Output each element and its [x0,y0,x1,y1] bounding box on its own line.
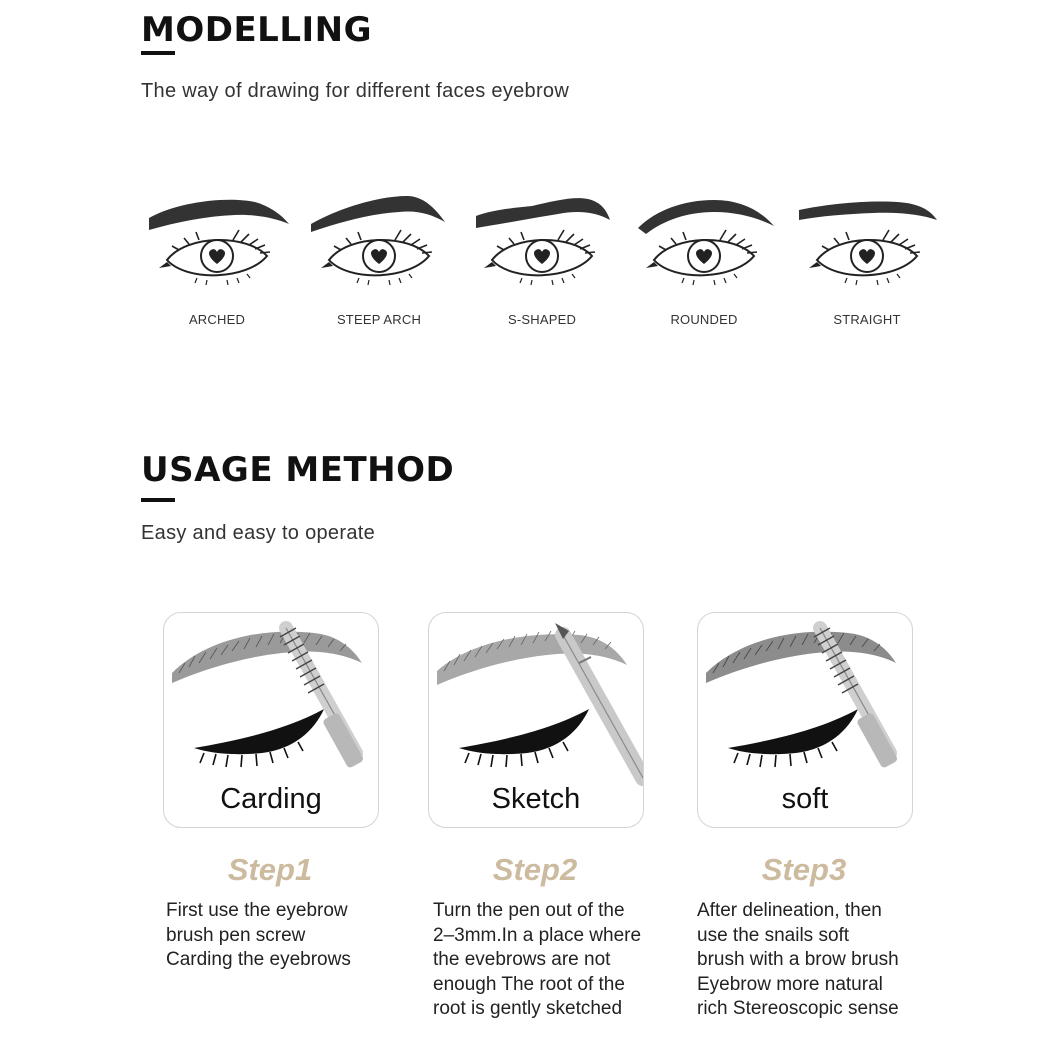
step3-card-label: soft [781,783,829,815]
closed-eye-liner [728,709,858,754]
eyebrow-path [799,201,937,220]
eyebrow-shape-label: ARCHED [188,312,246,327]
eyebrow-shape-label: ROUNDED [670,312,738,327]
eyebrow-shape [437,634,627,685]
eyebrow-path [476,198,610,228]
straight-eyebrow-eye-icon [787,188,947,293]
step3-description: After delineation, then use the snails soft brush with a brow brush Eyebrow more natural rich Stereoscopic sense [697,900,899,1019]
closed-eye-liner [194,709,324,754]
eyebrow-shape-3 [462,188,622,328]
step2-description: Turn the pen out of the 2–3mm.In a place where the evebrows are not enough The root of the root is gently sketched [433,900,642,1019]
eyebrow-shape-label: S-SHAPED [507,312,577,327]
modelling-title: MODELLING [141,10,373,50]
s-shaped-eyebrow-eye-icon [462,188,622,293]
step1-description: First use the eyebrow brush pen screw Carding the eyebrows [166,900,351,970]
eyebrow-shape-label: STEEP ARCH [336,312,422,327]
eyebrow-path [149,200,289,230]
eyebrow-path [311,196,445,232]
eyebrow-shape-label: STRAIGHT [833,312,901,327]
usage-method-title: USAGE METHOD [141,450,455,490]
eyebrow-shape-1 [137,188,297,328]
usage-method-subtitle: Easy and easy to operate [141,522,376,544]
step3-heading: Step3 [761,852,847,887]
eyebrow-path [638,200,774,234]
modelling-title-underline [141,51,175,55]
usage-method-title-underline [141,498,175,502]
step3-card [697,612,913,828]
rounded-eyebrow-eye-icon [624,188,784,293]
modelling-subtitle: The way of drawing for different faces eyebrow [141,80,570,102]
closed-eye-liner [459,709,589,754]
eyebrow-shape-2 [299,188,459,328]
step1-card [163,612,379,828]
arched-eyebrow-eye-icon [137,188,297,293]
eyebrow-shape-4 [624,188,784,328]
step2-card-label: Sketch [491,783,581,815]
eyebrow-shape-5 [787,188,947,328]
steep-arch-eyebrow-eye-icon [299,188,459,293]
step1-heading: Step1 [227,852,313,887]
step2-card [428,612,644,828]
step1-card-label: Carding [220,783,322,815]
step2-heading: Step2 [492,852,578,887]
